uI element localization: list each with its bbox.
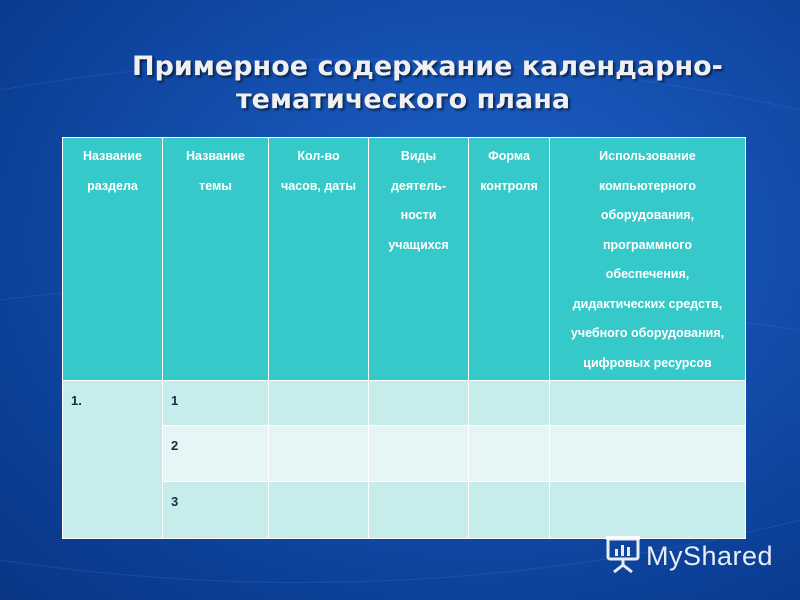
table-header-row xyxy=(63,138,746,381)
watermark-brand: MyShared xyxy=(646,540,774,571)
empty-cell xyxy=(269,482,369,539)
header-activity-types: Виды деятель- ности учащихся xyxy=(369,138,469,381)
title-line-2: тематического плана xyxy=(236,84,571,115)
empty-cell xyxy=(550,426,746,482)
empty-cell xyxy=(469,482,550,539)
presentation-icon xyxy=(606,535,640,577)
section-cell: 1. xyxy=(63,381,163,539)
topic-cell: 3 xyxy=(163,482,269,539)
header-section-name: Название раздела xyxy=(63,138,163,381)
table-row xyxy=(63,381,746,426)
topic-cell: 2 xyxy=(163,426,269,482)
empty-cell xyxy=(369,426,469,482)
table-row xyxy=(63,426,746,482)
table-row xyxy=(63,482,746,539)
watermark xyxy=(606,536,773,576)
empty-cell xyxy=(550,381,746,426)
page-title xyxy=(60,50,760,116)
empty-cell xyxy=(469,426,550,482)
empty-cell xyxy=(369,381,469,426)
header-topic-name: Название темы xyxy=(163,138,269,381)
header-resources: Использование компьютерного оборудования, программного обеспечения, дидактических средств, учебного оборудования, цифровых ресурсов xyxy=(550,138,746,381)
header-hours-dates: Кол-во часов, даты xyxy=(269,138,369,381)
title-line-1: Примерное содержание календарно- xyxy=(132,51,723,82)
empty-cell xyxy=(269,426,369,482)
empty-cell xyxy=(469,381,550,426)
header-control-form: Форма контроля xyxy=(469,138,550,381)
topic-cell: 1 xyxy=(163,381,269,426)
empty-cell xyxy=(550,482,746,539)
calendar-plan-table xyxy=(62,137,746,539)
empty-cell xyxy=(269,381,369,426)
empty-cell xyxy=(369,482,469,539)
